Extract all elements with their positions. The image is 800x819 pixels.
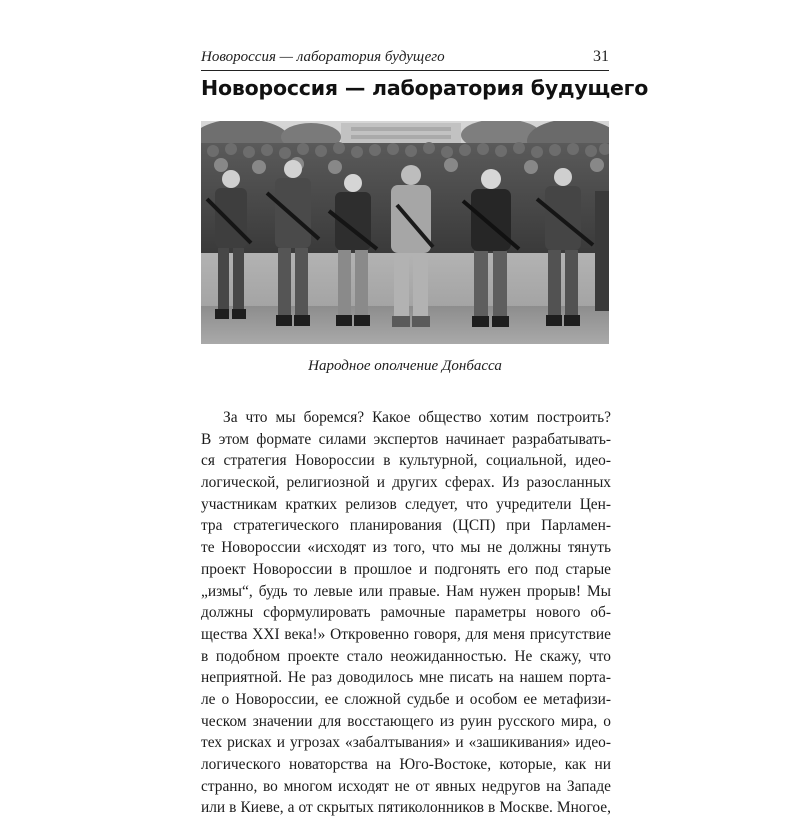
text-line: неприятной. Не раз доводилось мне писать на нашем порта-	[201, 669, 611, 687]
text-line: участникам кратких релизов следует, что учредители Цен-	[201, 495, 611, 513]
text-line: ческом значении для восстающего из руин русского мира, о	[201, 712, 611, 730]
chapter-title: Новороссия — лаборатория будущего	[201, 76, 649, 100]
text-line: тех рисках и угрозах «забалтывания» и «зашикивания» идео-	[201, 734, 611, 752]
running-header	[201, 44, 609, 71]
text-line: в подобном проекте стало неожиданностью. Не скажу, что	[201, 647, 611, 665]
text-line: ся стратегия Новороссии в культурной, социальной, идео-	[201, 452, 611, 470]
text-line: В этом формате силами экспертов начинает разрабатывать-	[201, 430, 611, 448]
militia-photo-image	[201, 121, 609, 344]
text-line: проект Новороссии в прошлое и подгонять его под старые	[201, 560, 611, 578]
running-title: Новороссия — лаборатория будущего	[201, 49, 445, 65]
text-line: тра стратегического планирования (ЦСП) при Парламен-	[201, 517, 611, 535]
text-line: логического новаторства на Юго-Востоке, которые, как ни	[201, 756, 611, 773]
text-line: „измы“, будь то левые или правые. Нам нужен прорыв! Мы	[201, 582, 611, 600]
text-line: или в Киеве, а от скрытых пятиколонников в Москве. Многое,	[201, 799, 611, 817]
text-line: логической, религиозной и других сферах. Из разосланных	[201, 474, 611, 492]
text-line: те Новороссии «исходят из того, что мы не должны тянуть	[201, 539, 611, 557]
page-number: 31	[593, 48, 609, 65]
text-line: ле о Новороссии, ее сложной судьбе и особом ее метафизи-	[201, 690, 611, 708]
text-line: За что мы боремся? Какое общество хотим построить?	[223, 409, 611, 426]
text-line: щества XXI века!» Откровенно говоря, для меня присутствие	[201, 625, 611, 643]
text-line: странно, во многом исходят не от явных недругов на Западе	[201, 777, 611, 795]
figure-caption: Народное ополчение Донбасса	[308, 358, 502, 374]
text-line: должны сформулировать рамочные параметры нового об-	[201, 604, 611, 622]
body-text	[201, 407, 611, 819]
photograph	[201, 121, 609, 344]
